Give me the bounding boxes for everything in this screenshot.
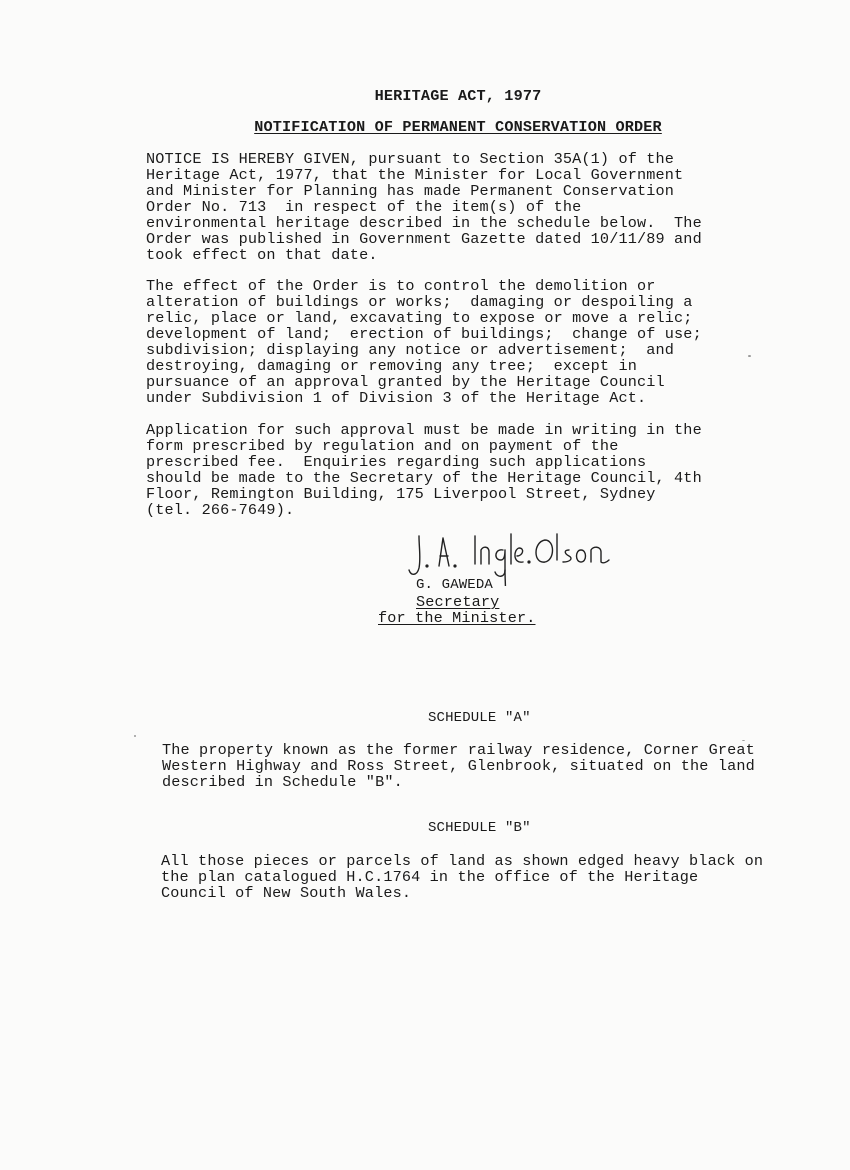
scan-speck <box>134 735 136 737</box>
signatory-for: for the Minister. <box>378 609 536 627</box>
para3-line: prescribed fee. Enquiries regarding such applications <box>146 453 647 471</box>
para3-line: Floor, Remington Building, 175 Liverpool Street, Sydney <box>146 485 656 503</box>
para2-line: alteration of buildings or works; damaging or despoiling a <box>146 293 693 311</box>
schedule-b-line: the plan catalogued H.C.1764 in the office of the Heritage <box>161 868 699 886</box>
signatory-title: Secretary <box>416 593 500 611</box>
para2-line: pursuance of an approval granted by the Heritage Council <box>146 373 665 391</box>
para1-line: Heritage Act, 1977, that the Minister for Local Government <box>146 166 684 184</box>
schedule-a-line: described in Schedule "B". <box>162 773 403 791</box>
para1-line: Order was published in Government Gazette dated 10/11/89 and <box>146 230 702 248</box>
para3-line: (tel. 266-7649). <box>146 501 295 519</box>
schedule-b-heading: SCHEDULE "B" <box>428 820 531 836</box>
scan-speck <box>742 740 745 741</box>
act-title: HERITAGE ACT, 1977 <box>374 87 542 105</box>
para3-line: should be made to the Secretary of the Heritage Council, 4th <box>146 469 702 487</box>
schedule-a-line: Western Highway and Ross Street, Glenbrook, situated on the land <box>162 757 755 775</box>
para1-line: took effect on that date. <box>146 246 378 264</box>
scan-speck <box>748 355 751 357</box>
para1-line: environmental heritage described in the schedule below. The <box>146 214 702 232</box>
schedule-b-line: All those pieces or parcels of land as shown edged heavy black on <box>161 852 764 870</box>
para2-line: subdivision; displaying any notice or advertisement; and <box>146 341 675 359</box>
para2-line: The effect of the Order is to control the demolition or <box>146 277 656 295</box>
para2-line: development of land; erection of buildings; change of use; <box>146 325 702 343</box>
para2-line: relic, place or land, excavating to expose or move a relic; <box>146 309 693 327</box>
para2-line: under Subdivision 1 of Division 3 of the Heritage Act. <box>146 389 647 407</box>
schedule-a-heading: SCHEDULE "A" <box>428 710 531 726</box>
schedule-b-line: Council of New South Wales. <box>161 884 412 902</box>
para3-line: form prescribed by regulation and on payment of the <box>146 437 619 455</box>
schedule-a-line: The property known as the former railway residence, Corner Great <box>162 741 755 759</box>
para1-line: and Minister for Planning has made Permanent Conservation <box>146 182 675 200</box>
signatory-name: G. GAWEDA <box>416 577 493 593</box>
para3-line: Application for such approval must be made in writing in the <box>146 421 702 439</box>
para1-line: Order No. 713 in respect of the item(s) of the <box>146 198 582 216</box>
notice-title: NOTIFICATION OF PERMANENT CONSERVATION ORDER <box>254 118 662 136</box>
para2-line: destroying, damaging or removing any tree; except in <box>146 357 637 375</box>
para1-line: NOTICE IS HEREBY GIVEN, pursuant to Section 35A(1) of the <box>146 150 675 168</box>
